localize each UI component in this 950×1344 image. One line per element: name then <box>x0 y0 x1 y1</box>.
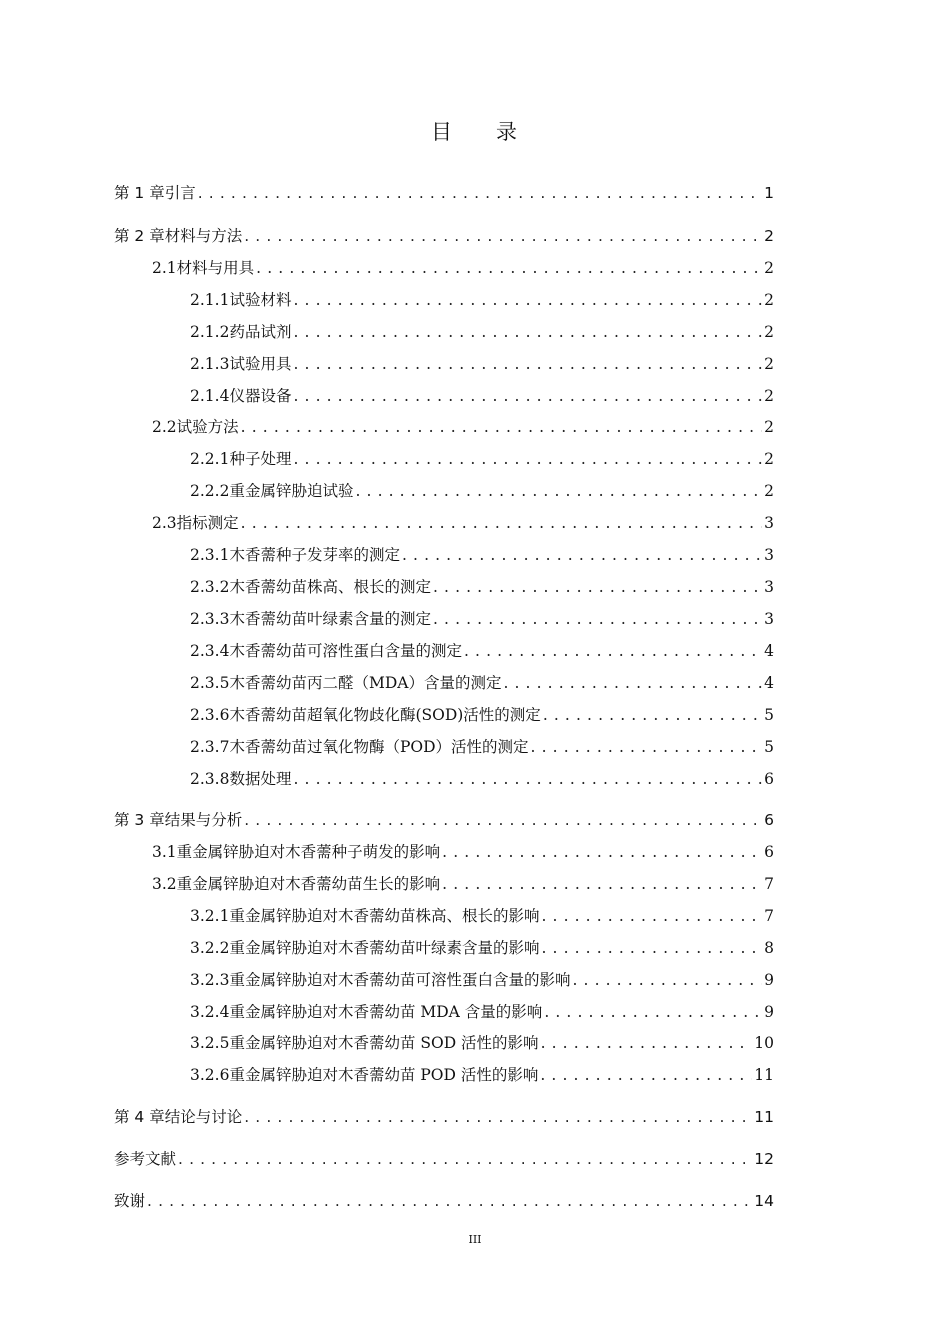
toc-entry-title: 参考文献 <box>114 1150 177 1168</box>
toc-entry[interactable] <box>190 672 774 694</box>
toc-entry-title: 试验方法 <box>176 418 239 436</box>
toc-entry[interactable] <box>152 416 774 438</box>
toc-entry[interactable] <box>190 640 774 662</box>
toc-entry[interactable] <box>190 353 774 375</box>
toc-leader-dots <box>293 353 762 375</box>
toc-entry-title: 木香薷幼苗株高、根长的测定 <box>229 578 431 596</box>
toc-entry-number: 第 1 章 <box>114 184 165 202</box>
toc-entry-page: 5 <box>764 738 774 756</box>
toc-entry-page: 2 <box>764 482 774 500</box>
toc-leader-dots <box>244 225 762 247</box>
toc-leader-dots <box>241 512 762 534</box>
toc-entry-page: 11 <box>754 1066 774 1084</box>
toc-entry[interactable] <box>190 608 774 630</box>
toc-entry-number: 2.3 <box>152 514 177 532</box>
toc-leader-dots <box>178 1148 752 1170</box>
toc-entry[interactable] <box>190 289 774 311</box>
toc-entry-page: 2 <box>764 450 774 468</box>
toc-entry-number: 2.1.2 <box>190 323 230 341</box>
toc-entry[interactable] <box>190 480 774 502</box>
toc-entry[interactable] <box>190 448 774 470</box>
toc-entry-page: 4 <box>764 674 774 692</box>
toc-entry-number: 第 3 章 <box>114 811 165 829</box>
page-footer-number: III <box>468 1233 482 1246</box>
toc-entry-number: 2.3.8 <box>190 770 230 788</box>
toc-leader-dots <box>293 321 762 343</box>
toc-entry[interactable] <box>190 1032 774 1054</box>
toc-entry[interactable] <box>190 768 774 790</box>
toc-entry-title: 种子处理 <box>229 450 292 468</box>
toc-entry-number: 第 4 章 <box>114 1108 165 1126</box>
toc-entry-title: 木香薷幼苗丙二醛（MDA）含量的测定 <box>229 674 502 692</box>
toc-entry-number: 2.1.4 <box>190 387 230 405</box>
toc-entry-number: 2.1 <box>152 259 177 277</box>
toc-entry-number: 2.3.7 <box>190 738 230 756</box>
toc-entry-title: 材料与方法 <box>164 227 243 245</box>
toc-entry-number: 2.3.4 <box>190 642 230 660</box>
toc-leader-dots <box>503 672 762 694</box>
toc-entry[interactable] <box>114 225 774 247</box>
toc-entry-number: 2.3.1 <box>190 546 230 564</box>
toc-entry-number: 3.1 <box>152 843 177 861</box>
toc-entry-title: 仪器设备 <box>229 387 292 405</box>
toc-leader-dots <box>531 736 763 758</box>
toc-leader-dots <box>293 385 762 407</box>
toc-entry-title: 试验材料 <box>229 291 292 309</box>
toc-entry-number: 3.2.3 <box>190 971 230 989</box>
toc-entry-page: 2 <box>764 355 774 373</box>
toc-leader-dots <box>442 841 762 863</box>
toc-entry-page: 6 <box>764 770 774 788</box>
toc-entry-title: 重金属锌胁迫对木香薷幼苗 MDA 含量的影响 <box>229 1003 543 1021</box>
toc-leader-dots <box>241 416 762 438</box>
toc-entry-number: 2.3.5 <box>190 674 230 692</box>
toc-entry-title: 木香薷种子发芽率的测定 <box>229 546 400 564</box>
toc-entry-title: 木香薷幼苗可溶性蛋白含量的测定 <box>229 642 462 660</box>
toc-entry-number: 第 2 章 <box>114 227 165 245</box>
toc-entry-title: 重金属锌胁迫对木香薷种子萌发的影响 <box>176 843 441 861</box>
toc-entry-title: 数据处理 <box>229 770 292 788</box>
title-char-left: 目 <box>431 120 454 144</box>
toc-leader-dots <box>442 873 762 895</box>
toc-leader-dots <box>293 448 762 470</box>
toc-entry-title: 重金属锌胁迫对木香薷幼苗 SOD 活性的影响 <box>229 1034 539 1052</box>
toc-leader-dots <box>540 1064 752 1086</box>
toc-leader-dots <box>541 1032 753 1054</box>
toc-entry-number: 3.2.5 <box>190 1034 230 1052</box>
toc-entry[interactable] <box>190 736 774 758</box>
toc-entry-title: 重金属锌胁迫对木香薷幼苗 POD 活性的影响 <box>229 1066 539 1084</box>
toc-leader-dots <box>293 289 762 311</box>
toc-entry-title: 试验用具 <box>229 355 292 373</box>
toc-entry-page: 2 <box>764 418 774 436</box>
toc-entry-number: 3.2.6 <box>190 1066 230 1084</box>
toc-entry-page: 3 <box>764 610 774 628</box>
toc-entry-page: 1 <box>764 184 774 202</box>
toc-entry-number: 3.2.4 <box>190 1003 230 1021</box>
toc-entry-title: 木香薷幼苗叶绿素含量的测定 <box>229 610 431 628</box>
toc-entry[interactable] <box>190 937 774 959</box>
toc-leader-dots <box>147 1190 752 1212</box>
toc-entry-number: 2.3.6 <box>190 706 230 724</box>
title-char-right: 录 <box>496 120 519 144</box>
toc-entry[interactable] <box>190 1001 774 1023</box>
toc-entry[interactable] <box>190 576 774 598</box>
toc-entry-page: 4 <box>764 642 774 660</box>
toc-entry-number: 2.2.1 <box>190 450 230 468</box>
toc-entry-page: 2 <box>764 227 774 245</box>
toc-leader-dots <box>572 969 762 991</box>
toc-leader-dots <box>402 544 762 566</box>
toc-entry-title: 重金属锌胁迫对木香薷幼苗叶绿素含量的影响 <box>229 939 540 957</box>
toc-leader-dots <box>244 1106 752 1128</box>
toc-entry[interactable] <box>190 969 774 991</box>
toc-entry-title: 木香薷幼苗超氧化物歧化酶(SOD)活性的测定 <box>229 706 541 724</box>
toc-leader-dots <box>541 937 762 959</box>
toc-entry-number: 2.1.1 <box>190 291 230 309</box>
toc-entry-page: 2 <box>764 387 774 405</box>
toc-entry-number: 2.1.3 <box>190 355 230 373</box>
toc-leader-dots <box>244 809 762 831</box>
toc-entry-page: 3 <box>764 546 774 564</box>
toc-entry[interactable] <box>114 1148 774 1170</box>
toc-entry-title: 结论与讨论 <box>164 1108 243 1126</box>
toc-entry-title: 指标测定 <box>176 514 239 532</box>
toc-entry-page: 11 <box>754 1108 774 1126</box>
toc-entry-page: 6 <box>764 811 774 829</box>
toc-entry-page: 9 <box>764 1003 774 1021</box>
toc-entry-title: 引言 <box>164 184 196 202</box>
toc-entry-page: 8 <box>764 939 774 957</box>
toc-entry-page: 2 <box>764 259 774 277</box>
toc-leader-dots <box>541 905 762 927</box>
toc-entry-page: 14 <box>754 1192 774 1210</box>
toc-leader-dots <box>543 704 762 726</box>
toc-leader-dots <box>293 768 762 790</box>
toc-entry[interactable] <box>190 704 774 726</box>
toc-entry[interactable] <box>190 321 774 343</box>
toc-entry-number: 3.2 <box>152 875 177 893</box>
toc-entry-number: 2.2.2 <box>190 482 230 500</box>
toc-entry-page: 2 <box>764 323 774 341</box>
toc-entry-title: 重金属锌胁迫对木香薷幼苗株高、根长的影响 <box>229 907 540 925</box>
toc-entry[interactable] <box>190 905 774 927</box>
toc-entry-title: 重金属锌胁迫对木香薷幼苗可溶性蛋白含量的影响 <box>229 971 571 989</box>
toc-entry[interactable] <box>114 1106 774 1128</box>
toc-entry-page: 7 <box>764 875 774 893</box>
toc-entry-title: 木香薷幼苗过氧化物酶（POD）活性的测定 <box>229 738 529 756</box>
toc-entry-title: 药品试剂 <box>229 323 292 341</box>
toc-leader-dots <box>256 257 762 279</box>
toc-entry[interactable] <box>114 1190 774 1212</box>
toc-entry-number: 3.2.2 <box>190 939 230 957</box>
toc-entry-page: 3 <box>764 578 774 596</box>
toc-entry[interactable] <box>152 873 774 895</box>
toc-entry-page: 10 <box>754 1034 774 1052</box>
toc-entry-page: 3 <box>764 514 774 532</box>
toc-entry-number: 2.2 <box>152 418 177 436</box>
toc-leader-dots <box>544 1001 762 1023</box>
toc-entry[interactable] <box>152 257 774 279</box>
toc-leader-dots <box>198 182 762 204</box>
toc-leader-dots <box>464 640 762 662</box>
toc-entry-page: 12 <box>754 1150 774 1168</box>
toc-entry[interactable] <box>190 385 774 407</box>
toc-entry-page: 5 <box>764 706 774 724</box>
toc-entry-title: 材料与用具 <box>176 259 255 277</box>
toc-entry-page: 9 <box>764 971 774 989</box>
toc-entry-title: 重金属锌胁迫试验 <box>229 482 354 500</box>
toc-entry-page: 2 <box>764 291 774 309</box>
toc-entry[interactable] <box>114 182 774 204</box>
toc-entry-page: 7 <box>764 907 774 925</box>
toc-entry-number: 3.2.1 <box>190 907 230 925</box>
toc-entry[interactable] <box>190 544 774 566</box>
toc-leader-dots <box>433 576 762 598</box>
toc-entry-number: 2.3.2 <box>190 578 230 596</box>
toc-entry-page: 6 <box>764 843 774 861</box>
toc-entry[interactable] <box>152 841 774 863</box>
toc-entry-title: 致谢 <box>114 1192 146 1210</box>
toc-entry[interactable] <box>190 1064 774 1086</box>
toc-leader-dots <box>433 608 762 630</box>
toc-entry-title: 重金属锌胁迫对木香薷幼苗生长的影响 <box>176 875 441 893</box>
toc-entry[interactable] <box>152 512 774 534</box>
toc-entry-number: 2.3.3 <box>190 610 230 628</box>
toc-leader-dots <box>355 480 762 502</box>
toc-entry-title: 结果与分析 <box>164 811 243 829</box>
toc-entry[interactable] <box>114 809 774 831</box>
